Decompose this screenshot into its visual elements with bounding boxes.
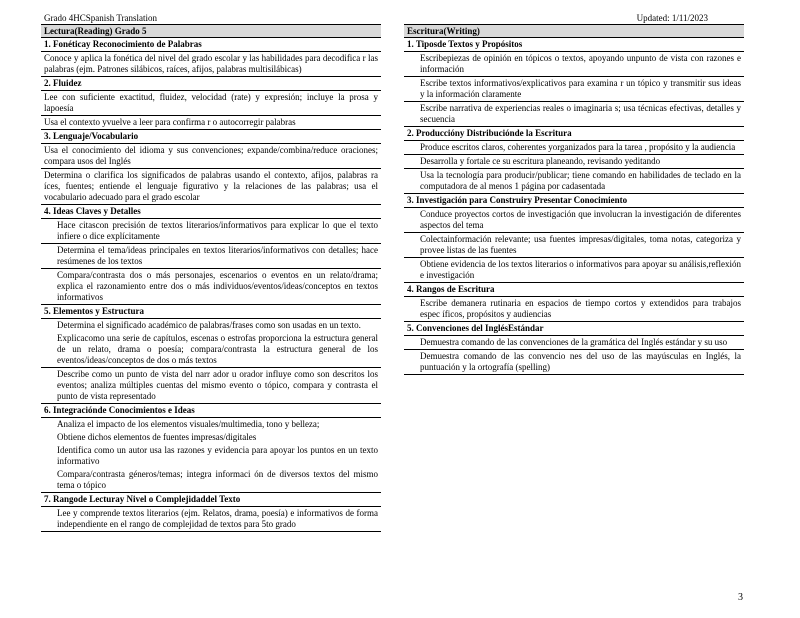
reading-column-title: Lectura(Reading) Grado 5 [41,25,381,38]
reading-standard-item: Usa el contexto yvuelve a leer para confirma r o autocorregir palabras [41,116,381,130]
writing-standard-item: Conduce proyectos cortos de investigación que involucran la investigación de diferentes aspectos del tema [404,208,744,233]
reading-standard-group [41,507,381,532]
page-number: 3 [738,592,743,603]
writing-section-title: 5. Convenciones del InglésEstándar [404,322,744,336]
writing-standard-item: Escribe demanera rutinaria en espacios de tiempo cortos y extendidos para trabajos espec íficos, propósitos y audiencias [404,297,744,322]
reading-standard-item: Hace citascon precisión de textos literarios/informativos para explicar lo que el texto infiere o dice explícitamente [41,219,381,244]
writing-section-title: 1. Tiposde Textos y Propósitos [404,38,744,52]
writing-standard-item: Obtiene evidencia de los textos literarios o informativos para apoyar su análisis,reflexión e investigación [404,258,744,283]
writing-standard-item: Demuestra comando de las convenciones de la gramática del Inglés estándar y su uso [404,336,744,350]
reading-standard-group [41,319,381,368]
reading-section-title: 5. Elementos y Estructura [41,305,381,319]
writing-standard-item: Demuestra comando de las convencio nes del uso de las mayúsculas en Inglés, la puntuación y la ortografía (spelling) [404,350,744,375]
reading-standard-item: Obtiene dichos elementos de fuentes impresas/digitales [57,432,257,442]
writing-column-title: Escritura(Writing) [404,25,744,38]
reading-standard-item: Usa el conocimiento del idioma y sus convenciones; expande/combina/reduce oraciones; compara usos del Inglés [41,144,381,169]
writing-standard-item: Usa la tecnología para producir/publicar; tiene comando en habilidades de teclado en la computadora de al menos 1 página por cadasentada [404,169,744,194]
reading-section-title: 6. Integraciónde Conocimientos e Ideas [41,404,381,418]
reading-standard-item: Analiza el impacto de los elementos visuales/multimedia, tono y belleza; [57,419,320,429]
reading-column [41,24,381,532]
writing-column [404,24,744,375]
writing-standard-item: Escribe narrativa de experiencias reales o imaginaria s; usa técnicas efectivas, detalles y secuencia [404,102,744,127]
reading-standard-item: Conoce y aplica la fonética del nivel del grado escolar y las habilidades para decodifica r las palabras (ejm. Patrones silábicos, raíces, afijos, palabras multisilábicas) [41,52,381,77]
reading-standard-item: Lee y comprende textos literarios (ejm. Relatos, drama, poesía) e informativos de forma independiente en el rango de complejidad de textos para 5to grado [57,508,378,529]
reading-standard-group [41,368,381,404]
reading-section-title: 3. Lenguaje/Vocabulario [41,130,381,144]
reading-standard-item: Compara/contrasta dos o más personajes, escenarios o eventos en un relato/drama; explica el razonamiento entre dos o más individuos/eventos/ideas/conceptos en textos informativos [41,269,381,305]
reading-standard-item: Determina o clarifica los significados de palabras usando el contexto, afijos, palabras ra íces, fuentes; entiende el lenguaje figurativo y la relaciones de las palabras; usa el vocabulario adecuado para el grado escolar [41,169,381,205]
writing-section-title: 4. Rangos de Escritura [404,283,744,297]
reading-section-title: 2. Fluidez [41,77,381,91]
reading-standard-item: Describe como un punto de vista del narr ador u orador influye como son descritos los eventos; analiza múltiples cuentas del mismo evento o tópico, compara y contrasta el punto de vista representado [57,369,378,401]
reading-section-title: 1. Fonéticay Reconocimiento de Palabras [41,38,381,52]
reading-section-title: 4. Ideas Claves y Detalles [41,205,381,219]
writing-standard-item: Produce escritos claros, coherentes yorganizados para la tarea , propósito y la audiencia [404,141,744,155]
writing-standard-item: Escribe textos informativos/explicativos para examina r un tópico y transmitir sus ideas y la información claramente [404,77,744,102]
reading-standard-item: Compara/contrasta géneros/temas; integra informaci ón de diversos textos del mismo tema o tópico [57,469,378,490]
reading-standard-item: Lee con suficiente exactitud, fluidez, velocidad (rate) y expresión; incluye la prosa y lapoesía [41,91,381,116]
reading-section-title: 7. Rangode Lecturay Nivel o Complejidaddel Texto [41,493,381,507]
writing-section-title: 3. Investigación para Construiry Presentar Conocimiento [404,194,744,208]
reading-standard-item: Determina el tema/ideas principales en textos literarios/informativos con detalles; hace resúmenes de los textos [41,244,381,269]
writing-standard-item: Escribepiezas de opinión en tópicos o textos, apoyando unpunto de vista con razones e información [404,52,744,77]
writing-section-title: 2. Produccióny Distribuciónde la Escritura [404,127,744,141]
document-header-date: Updated: 1/11/2023 [636,13,708,23]
reading-standard-item: Determina el significado académico de palabras/frases como son usadas en un texto. [57,320,361,330]
reading-standard-item: Identifica como un autor usa las razones y evidencia para apoyar los puntos en un texto informativo [57,445,378,466]
reading-standard-item: Explicacomo una serie de capítulos, escenas o estrofas proporciona la estructura general de un relato, drama o poesía; compara/contrasta la estructura general de los eventos/ideas/conceptos de dos o más textos [57,333,378,365]
writing-standard-item: Desarrolla y fortale ce su escritura planeando, revisando yeditando [404,155,744,169]
reading-standard-group [41,418,381,493]
writing-standard-item: Colectainformación relevante; usa fuentes impresas/digitales, toma notas, categoriza y provee listas de las fuentes [404,233,744,258]
document-header-left: Grado 4HCSpanish Translation [44,13,158,23]
